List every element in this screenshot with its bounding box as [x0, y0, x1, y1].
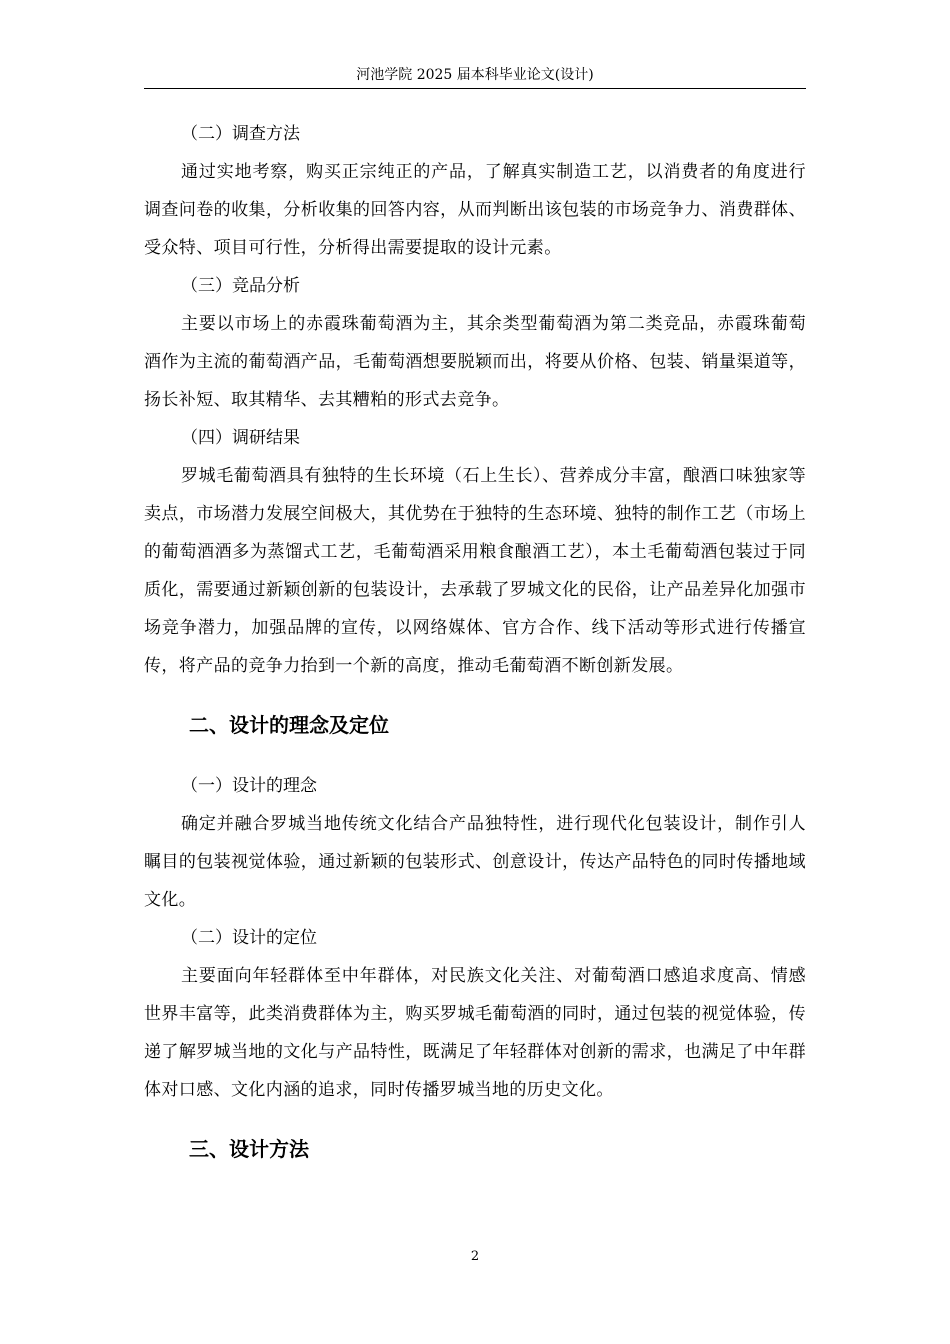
subsection-title-design-concept: （一）设计的理念	[181, 776, 317, 796]
paragraph-survey-method: 通过实地考察，购买正宗纯正的产品，了解真实制造工艺，以消费者的角度进行调查问卷的收集，分析收集的回答内容，从而判断出该包装的市场竞争力、消费群体、受众特、项目可行性，分析得出需要提取的设计元素。	[144, 162, 806, 258]
subsection-title-survey-method: （二）调查方法	[181, 124, 300, 144]
paragraph-design-concept: 确定并融合罗城当地传统文化结合产品独特性，进行现代化包装设计，制作引人瞩目的包装视觉体验，通过新颖的包装形式、创意设计，传达产品特色的同时传播地域文化。	[144, 814, 806, 910]
subsection-title-competitor-analysis: （三）竞品分析	[181, 276, 300, 296]
paragraph-research-results: 罗城毛葡萄酒具有独特的生长环境（石上生长）、营养成分丰富，酿酒口味独家等卖点，市场潜力发展空间极大，其优势在于独特的生态环境、独特的制作工艺（市场上的葡萄酒酒多为蒸馏式工艺，毛葡萄酒采用粮食酿酒工艺），本土毛葡萄酒包装过于同质化，需要通过新颖创新的包装设计，去承载了罗城文化的民俗，让产品差异化加强市场竞争潜力，加强品牌的宣传，以网络媒体、官方合作、线下活动等形式进行传播宣传，将产品的竞争力抬到一个新的高度，推动毛葡萄酒不断创新发展。	[144, 466, 806, 676]
subsection-title-design-positioning: （二）设计的定位	[181, 928, 317, 948]
section-heading-design-method: 三、设计方法	[189, 1137, 309, 1161]
section-heading-design-concept: 二、设计的理念及定位	[189, 713, 389, 737]
paragraph-competitor-analysis: 主要以市场上的赤霞珠葡萄酒为主，其余类型葡萄酒为第二类竞品，赤霞珠葡萄酒作为主流的葡萄酒产品，毛葡萄酒想要脱颖而出，将要从价格、包装、销量渠道等，扬长补短、取其精华、去其糟粕的形式去竞争。	[144, 314, 806, 410]
page-number: 2	[470, 1249, 480, 1264]
paragraph-design-positioning: 主要面向年轻群体至中年群体，对民族文化关注、对葡萄酒口感追求度高、情感世界丰富等，此类消费群体为主，购买罗城毛葡萄酒的同时，通过包装的视觉体验，传递了解罗城当地的文化与产品特性，既满足了年轻群体对创新的需求，也满足了中年群体对口感、文化内涵的追求，同时传播罗城当地的历史文化。	[144, 966, 806, 1100]
page-body	[144, 115, 806, 1163]
subsection-title-research-results: （四）调研结果	[181, 428, 300, 448]
running-header: 河池学院 2025 届本科毕业论文(设计)	[356, 67, 594, 83]
header-rule	[144, 88, 806, 89]
